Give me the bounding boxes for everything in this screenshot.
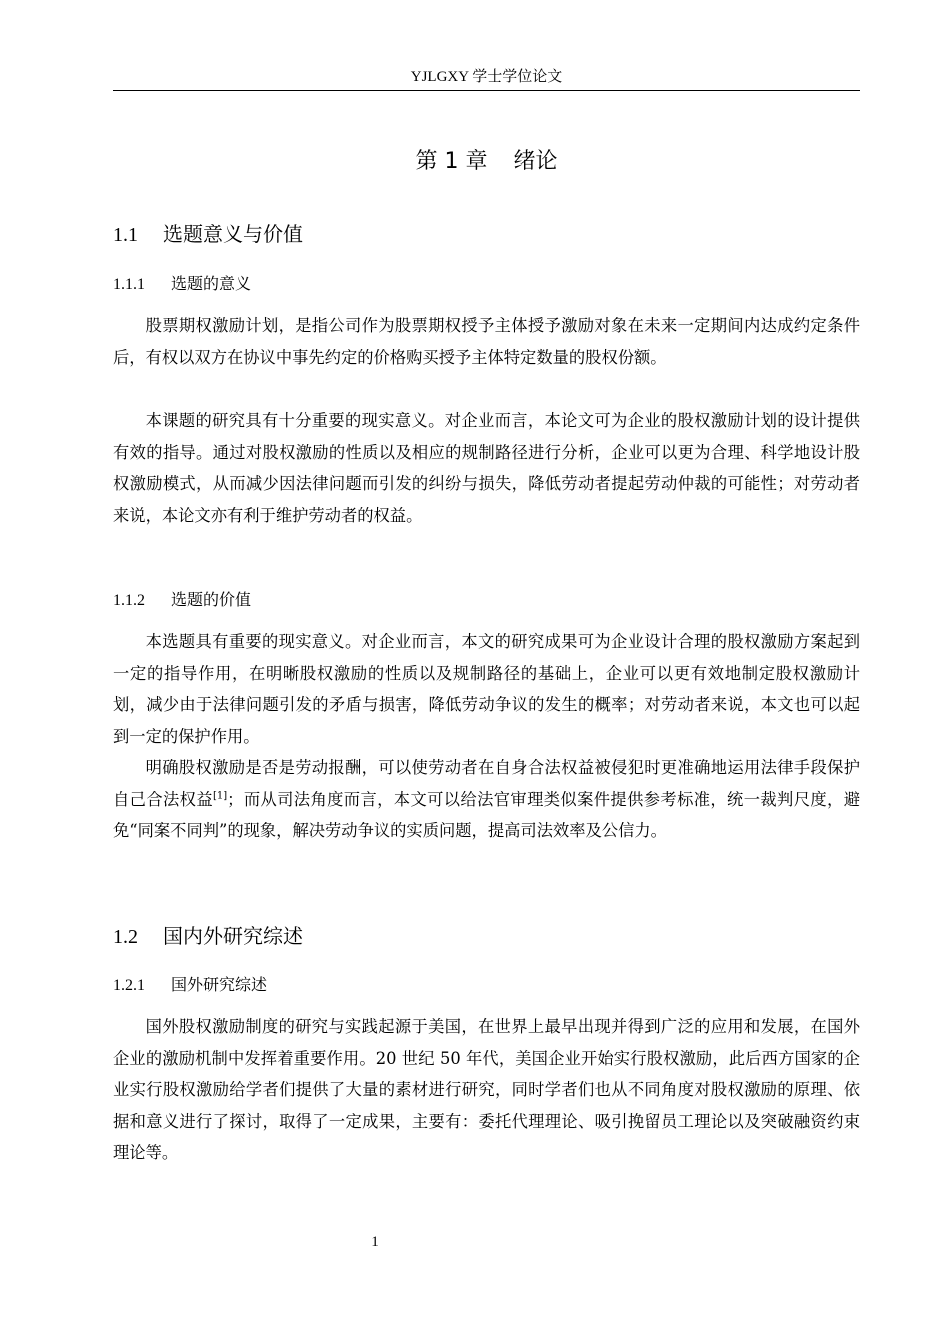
section-title: 国内外研究综述 [163, 924, 303, 948]
chapter-number: 第 1 章 [415, 149, 488, 174]
paragraph-text: ；而从司法角度而言，本文可以给法官审理类似案件提供参考标准，统一裁判尺度，避免“同案不同判”的现象，解决劳动争议的实质问题，提高司法效率及公信力。 [113, 789, 860, 840]
subsection-number: 1.1.2 [113, 592, 145, 609]
header-divider [113, 90, 860, 91]
subsection-heading-1-1-1 [113, 272, 860, 297]
subsection-title: 选题的意义 [171, 274, 252, 293]
paragraph: 国外股权激励制度的研究与实践起源于美国，在世界上最早出现并得到广泛的应用和发展，在国外企业的激励机制中发挥着重要作用。20 世纪 50 年代，美国企业开始实行股权激励，此后西方国家的企业实行股权激励给学者们提供了大量的素材进行研究，同时学者们也从不同角度对股权激励的原理、依据和意义进行了探讨，取得了一定成果，主要有：委托代理理论、吸引挽留员工理论以及突破融资约束理论等。 [113, 1017, 860, 1162]
subsection-number: 1.1.1 [113, 276, 145, 293]
subsection-heading-1-2-1 [113, 973, 860, 998]
paragraph-text: 明确股权激励是否是劳动报酬，可以使劳动者在自身合法权益被侵犯时更准确地运用法律手段保护自己合法权益 [113, 758, 860, 809]
subsection-title: 选题的价值 [171, 590, 252, 609]
section-title: 选题意义与价值 [163, 222, 303, 246]
section-heading-1-2 [113, 921, 860, 952]
paragraph-with-citation [113, 752, 860, 847]
section-heading-1-1 [113, 219, 860, 250]
subsection-number: 1.2.1 [113, 977, 145, 994]
subsection-title: 国外研究综述 [171, 975, 268, 994]
section-number: 1.1 [113, 224, 138, 246]
chapter-title: 绪论 [513, 149, 558, 174]
page-number: 1 [371, 1234, 379, 1250]
paragraph: 本选题具有重要的现实意义。对企业而言，本文的研究成果可为企业设计合理的股权激励方案起到一定的指导作用，在明晰股权激励的性质以及规制路径的基础上，企业可以更有效地制定股权激励计划，减少由于法律问题引发的矛盾与损害，降低劳动争议的发生的概率；对劳动者来说，本文也可以起到一定的保护作用。 [113, 632, 860, 746]
subsection-heading-1-1-2 [113, 588, 860, 613]
section-number: 1.2 [113, 926, 138, 948]
chapter-heading [113, 146, 860, 178]
running-header: YJLGXY 学士学位论文 [410, 69, 563, 85]
paragraph: 股票期权激励计划，是指公司作为股票期权授予主体授予激励对象在未来一定期间内达成约定条件后，有权以双方在协议中事先约定的价格购买授予主体特定数量的股权份额。 [113, 316, 860, 367]
paragraph: 本课题的研究具有十分重要的现实意义。对企业而言，本论文可为企业的股权激励计划的设计提供有效的指导。通过对股权激励的性质以及相应的规制路径进行分析，企业可以更为合理、科学地设计股权激励模式，从而减少因法律问题而引发的纠纷与损失，降低劳动者提起劳动仲裁的可能性；对劳动者来说，本论文亦有利于维护劳动者的权益。 [113, 411, 860, 525]
citation-marker: [1] [212, 790, 228, 802]
